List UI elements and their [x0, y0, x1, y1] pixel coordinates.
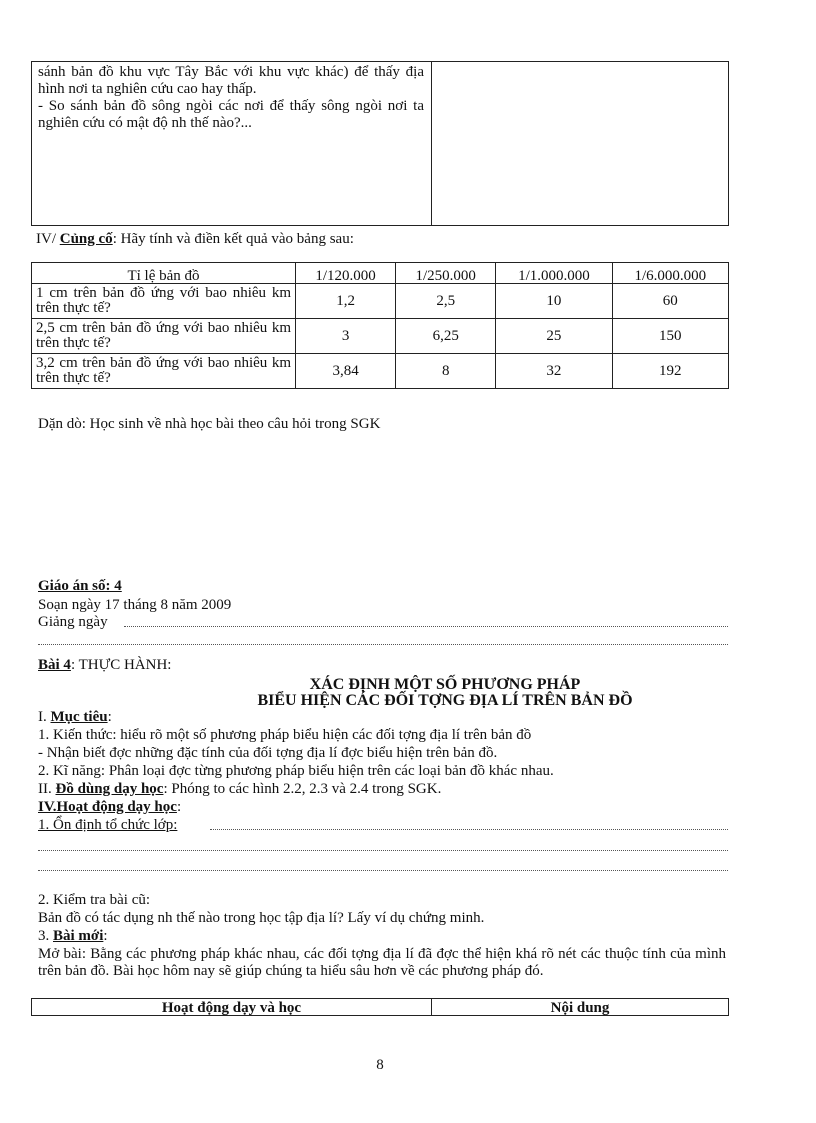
lesson-title-1: XÁC ĐỊNH MỘT SỐ PHƯƠNG PHÁP: [309, 676, 581, 693]
step-3-prefix: 3.: [38, 928, 50, 944]
step-3-line: [38, 928, 108, 944]
table-row: [32, 319, 729, 354]
value-cell: 150: [612, 319, 728, 354]
activity-text-2: - So sánh bản đồ sông ngòi các nơi để thấy sông ngòi nơi ta nghiên cứu có mật độ nh thế nào?...: [38, 98, 424, 131]
activity-table-bottom: [31, 998, 729, 1016]
homework-note: Dặn dò: Học sinh về nhà học bài theo câu hỏi trong SGK: [38, 416, 381, 432]
page-number: 8: [376, 1057, 384, 1073]
header-cell: 1/250.000: [396, 263, 496, 284]
lesson-title-2: BIỂU HIỆN CÁC ĐỐI TỢNG ĐỊA LÍ TRÊN BẢN ĐỒ: [257, 692, 633, 709]
value-cell: 10: [496, 284, 612, 319]
value-cell: 3,84: [296, 354, 396, 389]
lesson-type: : THỰC HÀNH:: [70, 657, 172, 673]
objectives-suffix: :: [107, 709, 112, 725]
step-3-heading: Bài mới: [53, 928, 104, 944]
plan-number: Giáo án số: 4: [38, 578, 122, 594]
activity-cell: [38, 64, 424, 132]
row-label: 1 cm trên bản đồ ứng với bao nhiêu km trên thực tế?: [32, 284, 296, 319]
row-label: 2,5 cm trên bản đồ ứng với bao nhiêu km trên thực tế?: [32, 319, 296, 354]
step-2-question: Bản đồ có tác dụng nh thế nào trong học tập địa lí? Lấy ví dụ chứng minh.: [38, 910, 485, 926]
value-cell: 192: [612, 354, 728, 389]
value-cell: 3: [296, 319, 396, 354]
step-1-line: [38, 817, 728, 833]
intro-paragraph: Mở bài: Bằng các phương pháp khác nhau, các đối tợng địa lí đã đợc thể hiện khá rõ nét các thuộc tính của mình trên bản đồ. Bài học hôm nay sẽ giúp chúng ta hiểu sâu hơn về các phương pháp đó.: [38, 946, 726, 979]
header-cell: Tỉ lệ bản đồ: [32, 263, 296, 284]
activity-text-1: sánh bản đồ khu vực Tây Bắc với khu vực khác) để thấy địa hình nơi ta nghiên cứu cao hay thấp.: [38, 64, 424, 97]
teach-date-line: [38, 614, 728, 630]
step-1-label: 1. Ổn định tổ chức lớp:: [38, 817, 178, 833]
value-cell: 8: [396, 354, 496, 389]
objectives-prefix: I.: [38, 709, 47, 725]
scale-table: [31, 262, 729, 389]
value-cell: 32: [496, 354, 612, 389]
dotted-fill: [124, 626, 728, 627]
section-iv-heading: Củng cố: [59, 231, 113, 247]
activities-heading: IV.Hoạt động dạy học: [38, 799, 177, 815]
teach-date-label: Giảng ngày: [38, 614, 108, 630]
materials-heading: Đồ dùng dạy học: [55, 781, 164, 797]
col-header-activities: Hoạt động dạy và học: [161, 1000, 302, 1016]
value-cell: 25: [496, 319, 612, 354]
activities-heading-line: [38, 799, 181, 815]
header-cell: 1/120.000: [296, 263, 396, 284]
column-divider: [431, 62, 432, 225]
objectives-heading-line: [38, 709, 112, 725]
step-2-label: 2. Kiểm tra bài cũ:: [38, 892, 151, 908]
col-header-content: Nội dung: [550, 1000, 610, 1016]
objective-skills: 2. Kĩ năng: Phân loại đợc từng phương pháp biểu hiện trên các loại bản đồ khác nhau.: [38, 763, 554, 779]
objective-knowledge: 1. Kiến thức: hiểu rõ một số phương pháp biểu hiện các đối tợng địa lí trên bản đồ: [38, 727, 532, 743]
header-cell: 1/1.000.000: [496, 263, 612, 284]
lesson-label: Bài 4: [38, 657, 71, 673]
value-cell: 6,25: [396, 319, 496, 354]
section-iv-label: IV/: [36, 231, 56, 247]
objectives-heading: Mục tiêu: [50, 709, 108, 725]
table-row: [32, 284, 729, 319]
dotted-fill: [210, 829, 728, 830]
compose-date: Soạn ngày 17 tháng 8 năm 2009: [38, 597, 232, 613]
materials-prefix: II.: [38, 781, 52, 797]
value-cell: 60: [612, 284, 728, 319]
row-label: 3,2 cm trên bản đồ ứng với bao nhiêu km trên thực tế?: [32, 354, 296, 389]
activity-table-top: [31, 61, 729, 226]
activities-suffix: :: [176, 799, 182, 815]
dotted-line: [38, 850, 728, 851]
value-cell: 1,2: [296, 284, 396, 319]
table-row: [32, 354, 729, 389]
dotted-line: [38, 644, 728, 645]
value-cell: 2,5: [396, 284, 496, 319]
section-iv-text: : Hãy tính và điền kết quả vào bảng sau:: [112, 231, 354, 247]
header-cell: 1/6.000.000: [612, 263, 728, 284]
materials-text: : Phóng to các hình 2.2, 2.3 và 2.4 trong SGK.: [163, 781, 442, 797]
lesson-label-line: [38, 657, 171, 673]
dotted-line: [38, 870, 728, 871]
materials-line: [38, 781, 441, 797]
scale-table-header: [32, 263, 729, 284]
step-3-suffix: :: [103, 928, 108, 944]
objective-recognize: - Nhận biết đợc những đặc tính của đối tợng địa lí đợc biểu hiện trên bản đồ.: [38, 745, 498, 761]
section-iv-line: [36, 231, 354, 247]
